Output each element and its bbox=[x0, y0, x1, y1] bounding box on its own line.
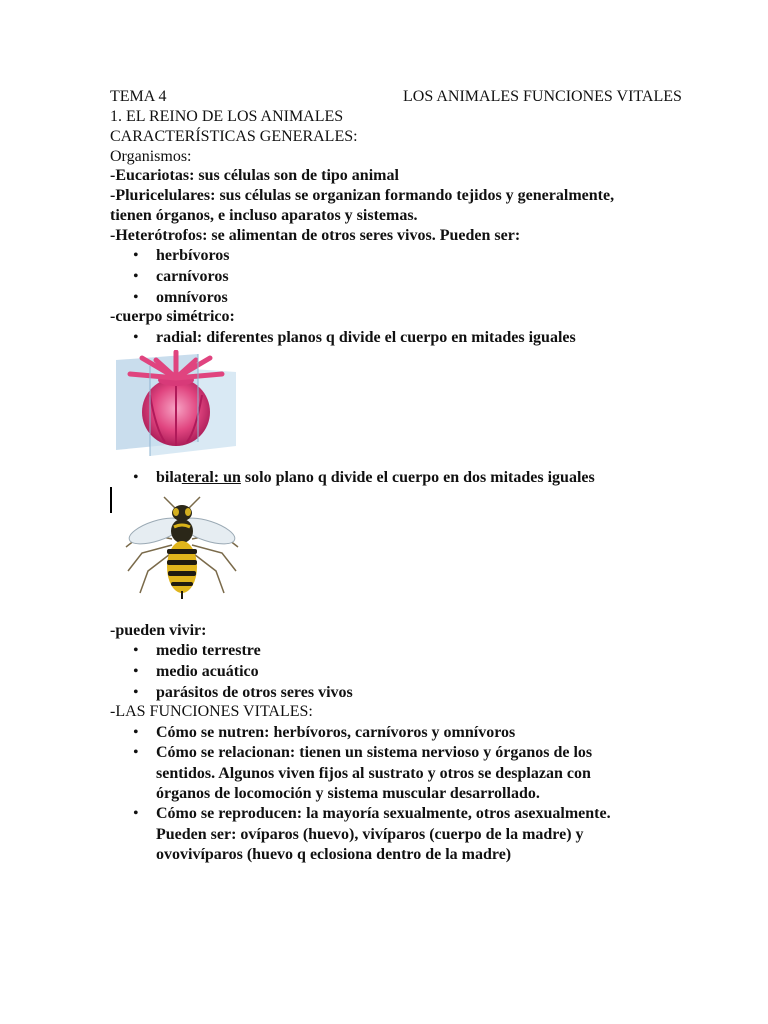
bullet-icon: • bbox=[133, 268, 139, 285]
relacion-line-1: Cómo se relacionan: tienen un sistema nervioso y órganos de los bbox=[156, 744, 593, 761]
habitat-acuatico: medio acuático bbox=[156, 663, 259, 680]
reproduccion-line-2: Pueden ser: ovíparos (huevo), vivíparos (cuerpo de la madre) y bbox=[156, 825, 584, 843]
diet-carnivoros: carnívoros bbox=[156, 268, 229, 285]
document-title: LOS ANIMALES FUNCIONES VITALES bbox=[403, 88, 682, 105]
relacion-line-3: órganos de locomoción y sistema muscular desarrollado. bbox=[156, 785, 540, 802]
intro-text: Organismos: bbox=[110, 148, 192, 165]
reproduccion-line-3: ovovivíparos (huevo q eclosiona dentro de la madre) bbox=[156, 846, 512, 863]
reproduccion-text bbox=[156, 804, 611, 866]
funciones-heading: -LAS FUNCIONES VITALES: bbox=[110, 703, 313, 720]
relacion-text bbox=[156, 743, 592, 805]
eucariotas-text: -Eucariotas: sus células son de tipo animal bbox=[110, 167, 399, 184]
diet-omnivoros: omnívoros bbox=[156, 289, 228, 306]
habitat-terrestre: medio terrestre bbox=[156, 642, 261, 659]
pluricelulares-line-1: -Pluricelulares: sus células se organizan formando tejidos y generalmente, bbox=[110, 187, 615, 204]
bullet-icon: • bbox=[133, 329, 139, 346]
habitat-parasitos: parásitos de otros seres vivos bbox=[156, 684, 353, 701]
diet-herbivoros: herbívoros bbox=[156, 247, 230, 264]
bullet-icon: • bbox=[133, 642, 139, 659]
nutricion-text: Cómo se nutren: herbívoros, carnívoros y omnívoros bbox=[156, 724, 516, 741]
tema-label: TEMA 4 bbox=[110, 88, 167, 105]
relacion-line-2: sentidos. Algunos viven fijos al sustrato y otros se desplazan con bbox=[156, 764, 591, 782]
radial-symmetry-illustration bbox=[110, 350, 240, 460]
radial-text: radial: diferentes planos q divide el cuerpo en mitades iguales bbox=[156, 329, 576, 346]
bilateral-wasp-illustration bbox=[114, 495, 250, 613]
bilateral-rest: solo plano q divide el cuerpo en dos mitades iguales bbox=[240, 469, 595, 486]
bullet-icon: • bbox=[133, 724, 139, 741]
bullet-icon: • bbox=[133, 684, 139, 701]
bilateral-prefix: bila bbox=[156, 469, 182, 486]
bullet-icon: • bbox=[133, 247, 139, 264]
bullet-icon: • bbox=[133, 744, 139, 761]
pluricelulares-line-2: tienen órganos, e incluso aparatos y sistemas. bbox=[110, 207, 418, 224]
section-subheading: CARACTERÍSTICAS GENERALES: bbox=[110, 128, 358, 145]
text-cursor bbox=[110, 487, 112, 513]
heterotrofos-text: -Heterótrofos: se alimentan de otros seres vivos. Pueden ser: bbox=[110, 227, 521, 244]
bilateral-text bbox=[156, 468, 595, 488]
reproduccion-line-1: Cómo se reproducen: la mayoría sexualmente, otros asexualmente. bbox=[156, 805, 611, 822]
bullet-icon: • bbox=[133, 289, 139, 306]
simetria-heading: -cuerpo simétrico: bbox=[110, 308, 235, 325]
bilateral-underlined: teral: un bbox=[181, 469, 241, 486]
section-heading: 1. EL REINO DE LOS ANIMALES bbox=[110, 108, 344, 125]
bullet-icon: • bbox=[133, 469, 139, 486]
bullet-icon: • bbox=[133, 663, 139, 680]
bullet-icon: • bbox=[133, 805, 139, 822]
habitat-heading: -pueden vivir: bbox=[110, 622, 207, 639]
header-line bbox=[110, 87, 682, 107]
